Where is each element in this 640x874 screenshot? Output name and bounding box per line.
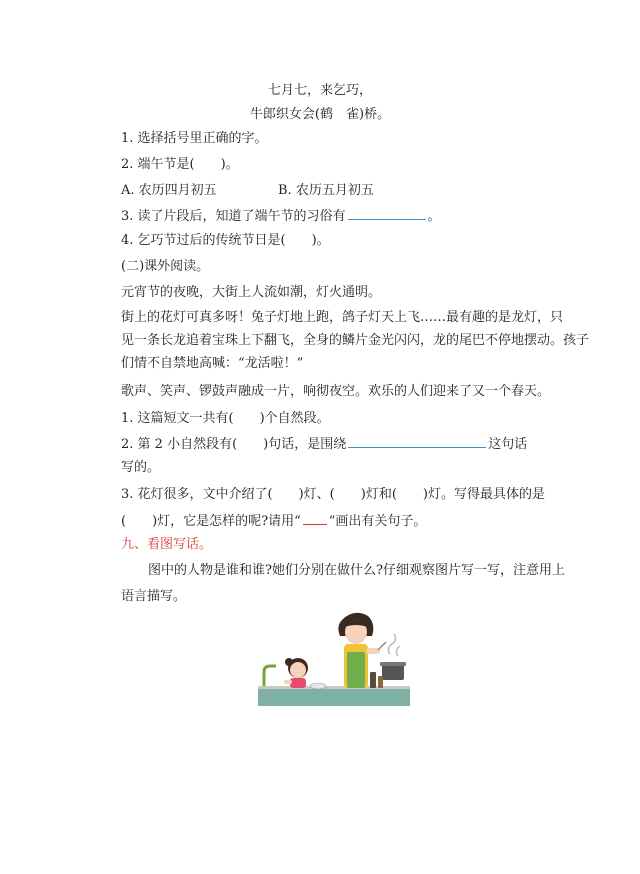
section-9-prompt-line-1: 图中的人物是谁和谁?她们分别在做什么?仔细观察图片写一写，注意用上: [148, 563, 565, 578]
spatula: [378, 642, 386, 650]
answer-blank-reading-2[interactable]: [348, 435, 486, 448]
question-2-option-b: B. 农历五月初五: [278, 183, 374, 198]
reading-question-2-line-2: 写的。: [121, 460, 161, 475]
girl: [284, 658, 308, 688]
section-9-title: 九、看图写话。: [121, 537, 213, 552]
reading-question-3-text: ( )灯，它是怎样的呢?请用“: [121, 514, 301, 529]
question-1: 1. 选择括号里正确的字。: [121, 131, 268, 146]
question-3-end: 。: [427, 209, 441, 224]
section-9-prompt-line-2: 语言描写。: [121, 589, 187, 604]
bottle: [370, 672, 376, 688]
question-3-text: 3. 读了片段后，知道了端午节的习俗有: [121, 209, 346, 224]
reading-question-3-line-2: [121, 512, 426, 531]
kitchen-counter: [258, 688, 410, 706]
reading-question-2: [121, 435, 527, 454]
question-3: [121, 207, 441, 226]
answer-blank-3[interactable]: [348, 207, 426, 220]
reading-paragraph-3: 歌声、笑声、锣鼓声融成一片，响彻夜空。欢乐的人们迎来了又一个春天。: [121, 384, 551, 399]
bottle: [378, 676, 383, 688]
reading-paragraph-2-line-1: 街上的花灯可真多呀！兔子灯地上跑，鸽子灯天上飞……最有趣的是龙灯，只: [121, 310, 564, 325]
reading-question-3-suffix: ”画出有关句子。: [328, 514, 427, 529]
steam: [388, 634, 395, 654]
poem-line-1: 七月七，来乞巧，: [267, 83, 372, 98]
question-4: 4. 乞巧节过后的传统节日是( )。: [121, 233, 330, 248]
question-2-option-a: A. 农历四月初五: [121, 183, 217, 198]
reading-paragraph-2-line-3: 们情不自禁地高喊：“龙活啦！”: [121, 356, 304, 371]
faucet: [264, 666, 276, 686]
reading-section-title: (二)课外阅读。: [121, 259, 210, 274]
reading-paragraph-2-line-2: 见一条长龙追着宝珠上下翻飞，全身的鳞片金光闪闪，龙的尾巴不停地摆动。孩子: [121, 333, 590, 348]
underline-sample-mark: [303, 512, 327, 525]
question-2: 2. 端午节是( )。: [121, 157, 239, 172]
counter-edge: [258, 686, 410, 689]
reading-question-3-line-1: 3. 花灯很多，文中介绍了( )灯、( )灯和( )灯。写得最具体的是: [121, 487, 545, 502]
poem-line-2: 牛郎织女会(鹤 雀)桥。: [249, 107, 391, 122]
reading-question-2-text: 2. 第 2 小自然段有( )句话，是围绕: [121, 437, 347, 452]
cooking-illustration: [258, 606, 410, 706]
pot: [382, 664, 404, 680]
reading-paragraph-1: 元宵节的夜晚，大街上人流如潮，灯火通明。: [121, 285, 382, 300]
bowl: [310, 683, 326, 689]
reading-question-1: 1. 这篇短文一共有( )个自然段。: [121, 411, 330, 426]
reading-question-2-suffix: 这句话: [488, 437, 528, 452]
